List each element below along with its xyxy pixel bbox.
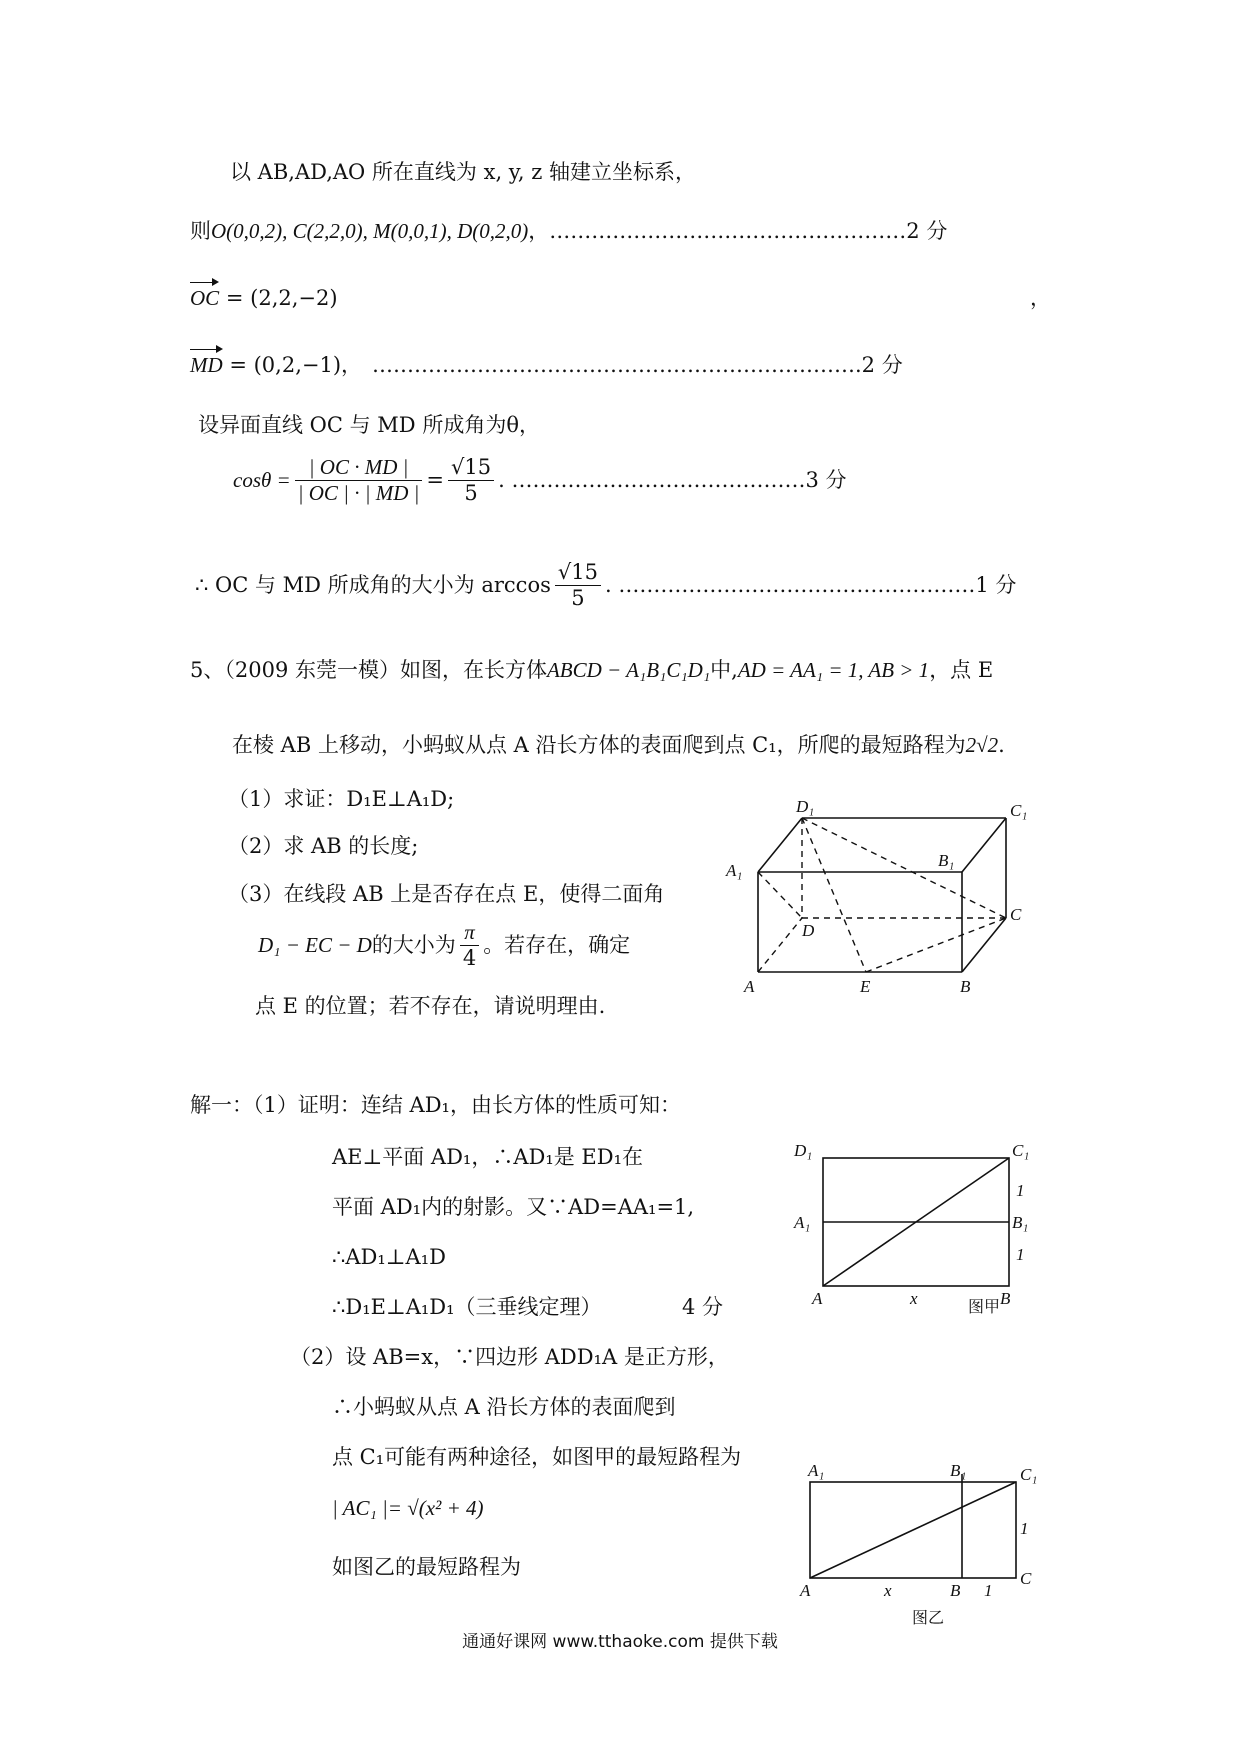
coordinates-prefix: 则	[190, 219, 211, 243]
jia-label-x: x	[910, 1289, 918, 1308]
problem-5-statement	[190, 658, 993, 683]
solution-line-9	[332, 1496, 484, 1521]
box-label-d: D	[802, 921, 815, 940]
yi-label-b: B	[950, 1581, 961, 1600]
cos-numerator: | OC · MD |	[295, 455, 423, 481]
vector-oc-line	[190, 280, 338, 311]
cos-fraction	[295, 455, 423, 506]
coordinate-setup-line: 以 AB,AD,AO 所在直线为 x, y, z 轴建立坐标系，	[230, 160, 696, 184]
box-label-b: B	[960, 977, 971, 996]
cos-result-numerator: √15	[448, 455, 494, 481]
box-label-a: A	[744, 977, 755, 996]
problem-5-distance: 2√2	[965, 733, 999, 757]
question-3-mid: 的大小为	[371, 933, 456, 958]
jia-label-one-top: 1	[1016, 1181, 1025, 1200]
solution-line-6: （2）设 AB=x，∵四边形 ADD₁A 是正方形，	[290, 1345, 729, 1369]
cos-result-fraction	[448, 455, 494, 506]
cos-lhs: cosθ =	[233, 468, 291, 493]
vector-md-dots: …………………………………………………………….2 分	[372, 353, 903, 377]
problem-5-suffix: ，点 E	[929, 658, 994, 682]
box-figure	[720, 784, 1040, 999]
vector-oc-comma: ，	[1030, 286, 1051, 310]
cos-equals: =	[426, 468, 445, 493]
jia-label-c1: C₁	[1012, 1141, 1030, 1160]
box-label-a1: A₁	[726, 861, 743, 880]
box-label-d1: D₁	[796, 797, 815, 816]
problem-5-period: .	[998, 733, 1005, 757]
problem-5-box: ABCD − A₁B₁C₁D₁	[546, 658, 711, 682]
pi-over-4	[460, 920, 479, 971]
page-footer: 通通好课网 www.tthaoke.com 提供下载	[462, 1632, 778, 1652]
angle-result-line	[195, 560, 1016, 611]
yi-label-c1: C₁	[1020, 1465, 1038, 1484]
vector-md-value: = (0,2,−1)，	[222, 353, 363, 377]
cos-dots: . ……………………………………3 分	[498, 468, 847, 493]
problem-5-statement-2	[232, 733, 1005, 758]
jia-label-a1: A₁	[794, 1213, 811, 1232]
box-label-e: E	[860, 977, 871, 996]
jia-label-b: B	[1000, 1289, 1011, 1308]
jia-label-one-bottom: 1	[1016, 1245, 1025, 1264]
yi-label-one-right: 1	[1020, 1519, 1029, 1538]
vector-oc-value: = (2,2,−2)	[219, 286, 338, 310]
ac1-length-formula: | AC₁ |= √(x² + 4)	[332, 1496, 484, 1520]
figure-yi	[798, 1452, 1060, 1600]
question-3-line2	[258, 920, 630, 971]
jia-label-b1: B₁	[1012, 1213, 1029, 1232]
yi-label-b1: B₁	[950, 1461, 967, 1480]
box-label-b1: B₁	[938, 851, 955, 870]
angle-result-fraction	[555, 560, 601, 611]
cos-formula	[233, 455, 847, 506]
yi-label-a1: A₁	[808, 1461, 825, 1480]
figure-jia	[790, 1138, 1050, 1310]
angle-result-numerator: √15	[555, 560, 601, 586]
question-2: （2）求 AB 的长度;	[228, 834, 419, 858]
yi-label-one-bottom: 1	[984, 1581, 993, 1600]
question-3-line3: 点 E 的位置；若不存在，请说明理由.	[255, 994, 606, 1018]
solution-line-3: 平面 AD₁内的射影。又∵AD=AA₁=1,	[332, 1195, 695, 1219]
angle-result-dots: . ……………………………………………1 分	[604, 573, 1017, 598]
solution-score-4: 4 分	[682, 1295, 724, 1319]
coordinates-line	[190, 219, 947, 244]
vector-oc-label: OC	[190, 280, 219, 311]
jia-label-a: A	[812, 1289, 823, 1308]
pi-numerator: π	[460, 920, 479, 946]
question-1: （1）求证：D₁E⊥A₁D;	[228, 787, 455, 811]
problem-5-mid: 中,	[710, 658, 738, 682]
yi-label-a: A	[800, 1581, 811, 1600]
vector-md-label: MD	[190, 347, 223, 378]
cos-denominator: | OC | · | MD |	[297, 481, 420, 506]
box-label-c1: C₁	[1010, 801, 1028, 820]
angle-setup-line: 设异面直线 OC 与 MD 所成角为θ，	[198, 413, 540, 437]
problem-5-condition: AD = AA₁ = 1, AB > 1	[737, 658, 930, 682]
solution-line-7: ∴小蚂蚁从点 A 沿长方体的表面爬到	[332, 1395, 676, 1419]
solution-line-8: 点 C₁可能有两种途径，如图甲的最短路程为	[332, 1445, 742, 1469]
problem-5-line2: 在棱 AB 上移动，小蚂蚁从点 A 沿长方体的表面爬到点 C₁，所爬的最短路程为	[232, 733, 966, 757]
solution-line-1: 解一：（1）证明：连结 AD₁，由长方体的性质可知：	[190, 1093, 681, 1117]
yi-label-x: x	[884, 1581, 892, 1600]
angle-result-denominator: 5	[571, 586, 585, 611]
coordinates-suffix: ，……………………………………………2 分	[528, 219, 948, 243]
angle-result-prefix: ∴ OC 与 MD 所成角的大小为 arccos	[195, 573, 551, 598]
yi-label-c: C	[1020, 1569, 1032, 1588]
coordinates-math: O(0,0,2), C(2,2,0), M(0,0,1), D(0,2,0)	[211, 219, 529, 243]
question-3: （3）在线段 AB 上是否存在点 E，使得二面角	[228, 882, 665, 906]
solution-line-4: ∴AD₁⊥A₁D	[332, 1245, 446, 1269]
jia-label-d1: D₁	[794, 1141, 813, 1160]
figure-yi-caption: 图乙	[912, 1608, 945, 1627]
dihedral-angle: D₁ − EC − D	[258, 933, 372, 958]
problem-5-prefix: 5、（2009 东莞一模）如图，在长方体	[190, 658, 547, 682]
cos-result-denominator: 5	[464, 481, 478, 506]
solution-line-2: AE⊥平面 AD₁，∴AD₁是 ED₁在	[332, 1145, 644, 1169]
solution-line-5: ∴D₁E⊥A₁D₁（三垂线定理）	[332, 1295, 602, 1319]
question-3-end: 。若存在，确定	[483, 933, 631, 958]
box-label-c: C	[1010, 905, 1022, 924]
pi-denominator: 4	[462, 946, 477, 971]
figure-jia-caption: 图甲	[968, 1297, 1001, 1316]
vector-md-line	[190, 347, 362, 378]
solution-line-10: 如图乙的最短路程为	[332, 1555, 521, 1579]
